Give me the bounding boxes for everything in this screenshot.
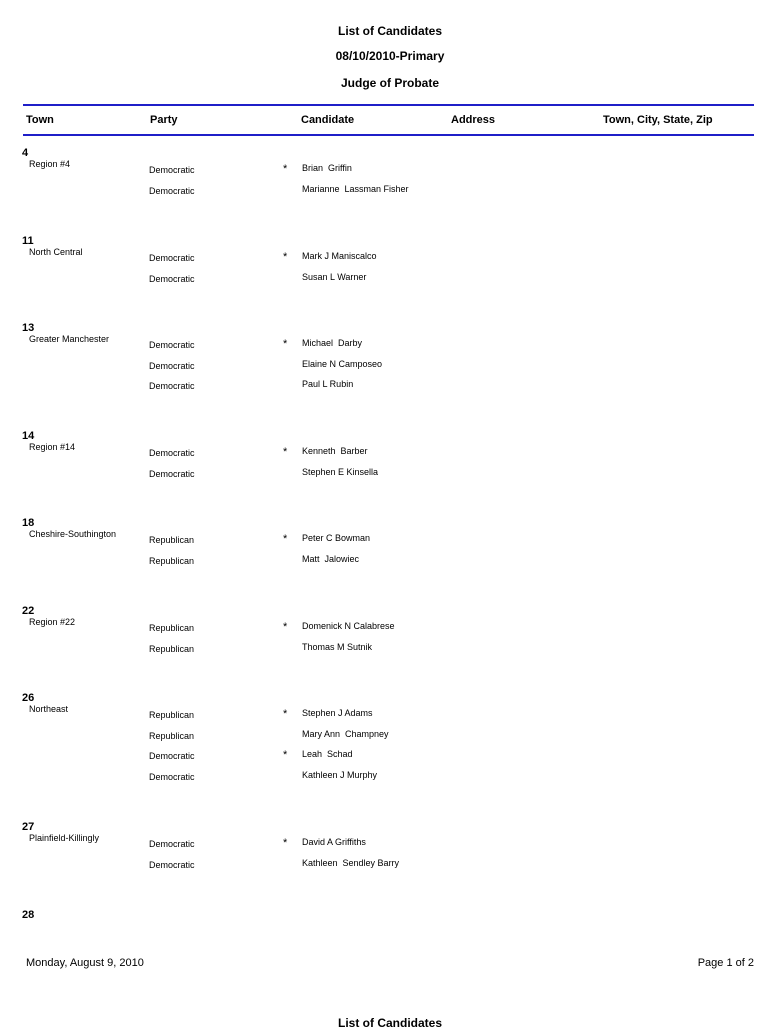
party-cell: Democratic <box>149 165 195 175</box>
candidate-name: Kenneth Barber <box>302 446 368 456</box>
party-cell: Democratic <box>149 751 195 761</box>
candidate-row <box>0 338 768 352</box>
party-cell: Democratic <box>149 468 195 479</box>
candidate-name: Kathleen J Murphy <box>302 769 378 780</box>
candidate-name: Leah Schad <box>302 749 353 759</box>
party-cell: Democratic <box>149 360 195 371</box>
district-number: 28 <box>22 909 35 921</box>
header-rule-bottom <box>23 134 754 136</box>
candidate-name: Thomas M Sutnik <box>302 641 373 652</box>
candidate-name: Stephen E Kinsella <box>302 466 379 477</box>
district-number: 11 <box>22 235 34 247</box>
incumbent-endorsed-marker: * <box>283 621 288 633</box>
district-number: 18 <box>22 517 35 529</box>
candidate-name: Marianne Lassman Fisher <box>302 183 409 194</box>
candidate-name: Paul L Rubin <box>302 379 354 389</box>
candidate-name: Susan L Warner <box>302 271 367 282</box>
incumbent-endorsed-marker: * <box>283 446 288 458</box>
district-name: Plainfield-Killingly <box>29 833 100 843</box>
party-cell: Republican <box>149 643 195 654</box>
candidate-name: Mary Ann Champney <box>302 728 389 739</box>
col-header-candidate: Candidate <box>301 114 355 126</box>
party-cell: Democratic <box>149 185 195 196</box>
candidate-row <box>0 858 768 872</box>
candidate-name: Michael Darby <box>302 338 363 348</box>
footer-page-number: Page 1 of 2 <box>697 957 754 969</box>
district-number: 22 <box>22 605 35 617</box>
incumbent-endorsed-marker: * <box>283 338 288 350</box>
candidate-row <box>0 554 768 568</box>
district-number: 13 <box>22 322 35 334</box>
candidate-row <box>0 184 768 198</box>
district-number: 14 <box>22 430 35 442</box>
incumbent-endorsed-marker: * <box>283 749 288 761</box>
party-cell: Democratic <box>149 273 195 284</box>
candidate-row <box>0 749 768 763</box>
party-cell: Republican <box>149 710 195 720</box>
candidate-row <box>0 708 768 722</box>
incumbent-endorsed-marker: * <box>283 163 288 175</box>
next-page-title: List of Candidates <box>337 1016 442 1030</box>
candidate-name: Stephen J Adams <box>302 708 373 718</box>
district-name: North Central <box>29 247 83 257</box>
district-name: Region #4 <box>29 159 71 169</box>
candidate-row <box>0 642 768 656</box>
candidate-name: Domenick N Calabrese <box>302 621 395 631</box>
candidate-row <box>0 837 768 851</box>
district-number: 4 <box>22 147 29 159</box>
candidate-name: Brian Griffin <box>302 163 352 173</box>
party-cell: Democratic <box>149 381 195 391</box>
candidate-name: Matt Jalowiec <box>302 553 360 564</box>
candidate-name: Kathleen Sendley Barry <box>302 857 400 868</box>
party-cell: Democratic <box>149 340 195 350</box>
candidate-row <box>0 533 768 547</box>
election-subtitle: 08/10/2010-Primary <box>335 49 445 63</box>
candidate-row <box>0 446 768 460</box>
candidate-name: Elaine N Camposeo <box>302 358 383 369</box>
district-name: Northeast <box>29 704 69 714</box>
party-cell: Democratic <box>149 253 195 263</box>
candidate-row <box>0 621 768 635</box>
incumbent-endorsed-marker: * <box>283 251 288 263</box>
candidate-row <box>0 729 768 743</box>
office-title: Judge of Probate <box>340 76 439 90</box>
party-cell: Republican <box>149 555 195 566</box>
col-header-address: Address <box>451 114 496 126</box>
incumbent-endorsed-marker: * <box>283 533 288 545</box>
incumbent-endorsed-marker: * <box>283 708 288 720</box>
candidate-row <box>0 359 768 373</box>
candidate-name: David A Griffiths <box>302 837 366 847</box>
party-cell: Republican <box>149 730 195 741</box>
party-cell: Democratic <box>149 839 195 849</box>
candidate-name: Peter C Bowman <box>302 533 371 543</box>
candidate-row <box>0 251 768 265</box>
district-number: 27 <box>22 821 35 833</box>
party-cell: Republican <box>149 623 195 633</box>
col-header-party: Party <box>150 114 178 126</box>
footer-date: Monday, August 9, 2010 <box>26 957 144 969</box>
candidate-row <box>0 163 768 177</box>
district-number: 26 <box>22 692 35 704</box>
candidate-row <box>0 770 768 784</box>
col-header-town: Town <box>26 114 54 126</box>
candidate-row <box>0 272 768 286</box>
col-header-town-city-state-zip: Town, City, State, Zip <box>603 114 713 126</box>
party-cell: Democratic <box>149 771 195 782</box>
party-cell: Democratic <box>149 859 195 870</box>
district-name: Region #22 <box>29 617 76 627</box>
party-cell: Democratic <box>149 448 195 458</box>
district-name: Cheshire-Southington <box>29 529 117 539</box>
report-title: List of Candidates <box>337 24 442 38</box>
candidate-name: Mark J Maniscalco <box>302 251 377 261</box>
candidate-row <box>0 379 768 393</box>
header-rule-top <box>23 104 754 106</box>
candidate-row <box>0 467 768 481</box>
party-cell: Republican <box>149 535 195 545</box>
district-name: Greater Manchester <box>29 334 110 344</box>
incumbent-endorsed-marker: * <box>283 837 288 849</box>
district-name: Region #14 <box>29 442 76 452</box>
